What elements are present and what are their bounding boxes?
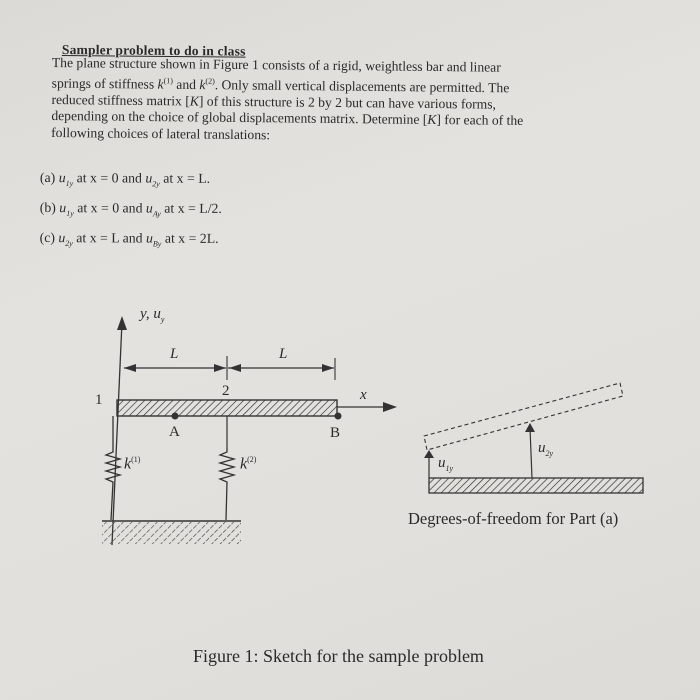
dof-u2y-label: [538, 440, 553, 458]
choice-label: (a): [39, 169, 56, 186]
text: ] of this structure is 2 by 2 but can have various forms,: [198, 93, 497, 112]
dimension-lines: [124, 356, 335, 380]
x-axis-label: x: [360, 387, 367, 403]
point-B-marker: [335, 413, 342, 420]
sup: (1): [131, 455, 141, 464]
text: k: [124, 455, 132, 473]
stiffness-k2: k: [199, 76, 206, 92]
sub: 2y: [545, 449, 554, 458]
var: u: [146, 230, 153, 246]
choice-label: (c): [39, 229, 55, 245]
matrix-K: K: [189, 92, 199, 109]
node-1-label: 1: [95, 392, 103, 408]
y-axis-label: [140, 306, 164, 324]
text: reduced stiffness matrix [: [51, 91, 190, 108]
spring-2-label: [240, 455, 256, 473]
text: k: [240, 455, 248, 473]
rigid-bar: [117, 400, 337, 416]
text: ] for each of the: [436, 112, 524, 128]
text: at x = L and: [72, 229, 147, 246]
stiffness-k1: k: [157, 76, 164, 92]
sub: 2y: [65, 238, 73, 248]
y-axis: [112, 316, 127, 545]
var: u: [145, 170, 153, 186]
sub: 2y: [152, 179, 160, 189]
text: at x = 0 and: [73, 170, 146, 186]
sub: Ay: [152, 209, 161, 219]
text: y, u: [140, 306, 161, 322]
statement-line-5: following choices of lateral translations:: [51, 124, 271, 142]
matrix-K: K: [427, 111, 437, 128]
var: u: [58, 170, 66, 186]
superscript: (2): [205, 76, 215, 86]
spring-1: [106, 416, 120, 520]
choice-label: (b): [39, 199, 56, 215]
var: u: [58, 229, 66, 245]
ground: [102, 521, 241, 544]
point-A-label: A: [169, 424, 180, 440]
spring-1-label: [124, 455, 140, 473]
dim-left-label: L: [170, 346, 179, 362]
superscript: (1): [163, 75, 174, 85]
text: and: [172, 76, 200, 92]
problem-heading: Sampler problem to do in class: [61, 42, 246, 59]
text: at x = 0 and: [73, 199, 146, 216]
var: u: [145, 200, 153, 216]
text: u: [438, 455, 446, 471]
dof-u1y-label: [438, 455, 453, 473]
sub: 1y: [445, 464, 454, 473]
x-axis: [337, 402, 397, 412]
text: springs of stiffness: [51, 75, 158, 92]
dof-sketch: [424, 383, 643, 493]
point-A-marker: [172, 413, 179, 420]
sub: y: [160, 315, 165, 324]
sub: 1y: [66, 208, 74, 218]
text: at x = 2L.: [161, 230, 219, 246]
dof-caption: Degrees-of-freedom for Part (a): [408, 509, 619, 528]
sup: (2): [247, 455, 257, 464]
text: depending on the choice of global displacements matrix. Determine [: [51, 108, 428, 127]
text: u: [538, 440, 546, 456]
node-2-label: 2: [222, 383, 230, 399]
dim-right-label: L: [279, 346, 288, 362]
sub: By: [152, 238, 162, 248]
text: at x = L/2.: [160, 200, 222, 216]
figure-caption: Figure 1: Sketch for the sample problem: [193, 646, 484, 666]
spring-2: [220, 448, 234, 520]
statement-line-1: The plane structure shown in Figure 1 consists of a rigid, weightless bar and linear: [51, 55, 501, 75]
text: at x = L.: [159, 170, 211, 186]
var: u: [59, 199, 67, 215]
text: . Only small vertical displacements are permitted. The: [214, 76, 510, 95]
sub: 1y: [65, 178, 74, 188]
point-B-label: B: [330, 425, 341, 441]
